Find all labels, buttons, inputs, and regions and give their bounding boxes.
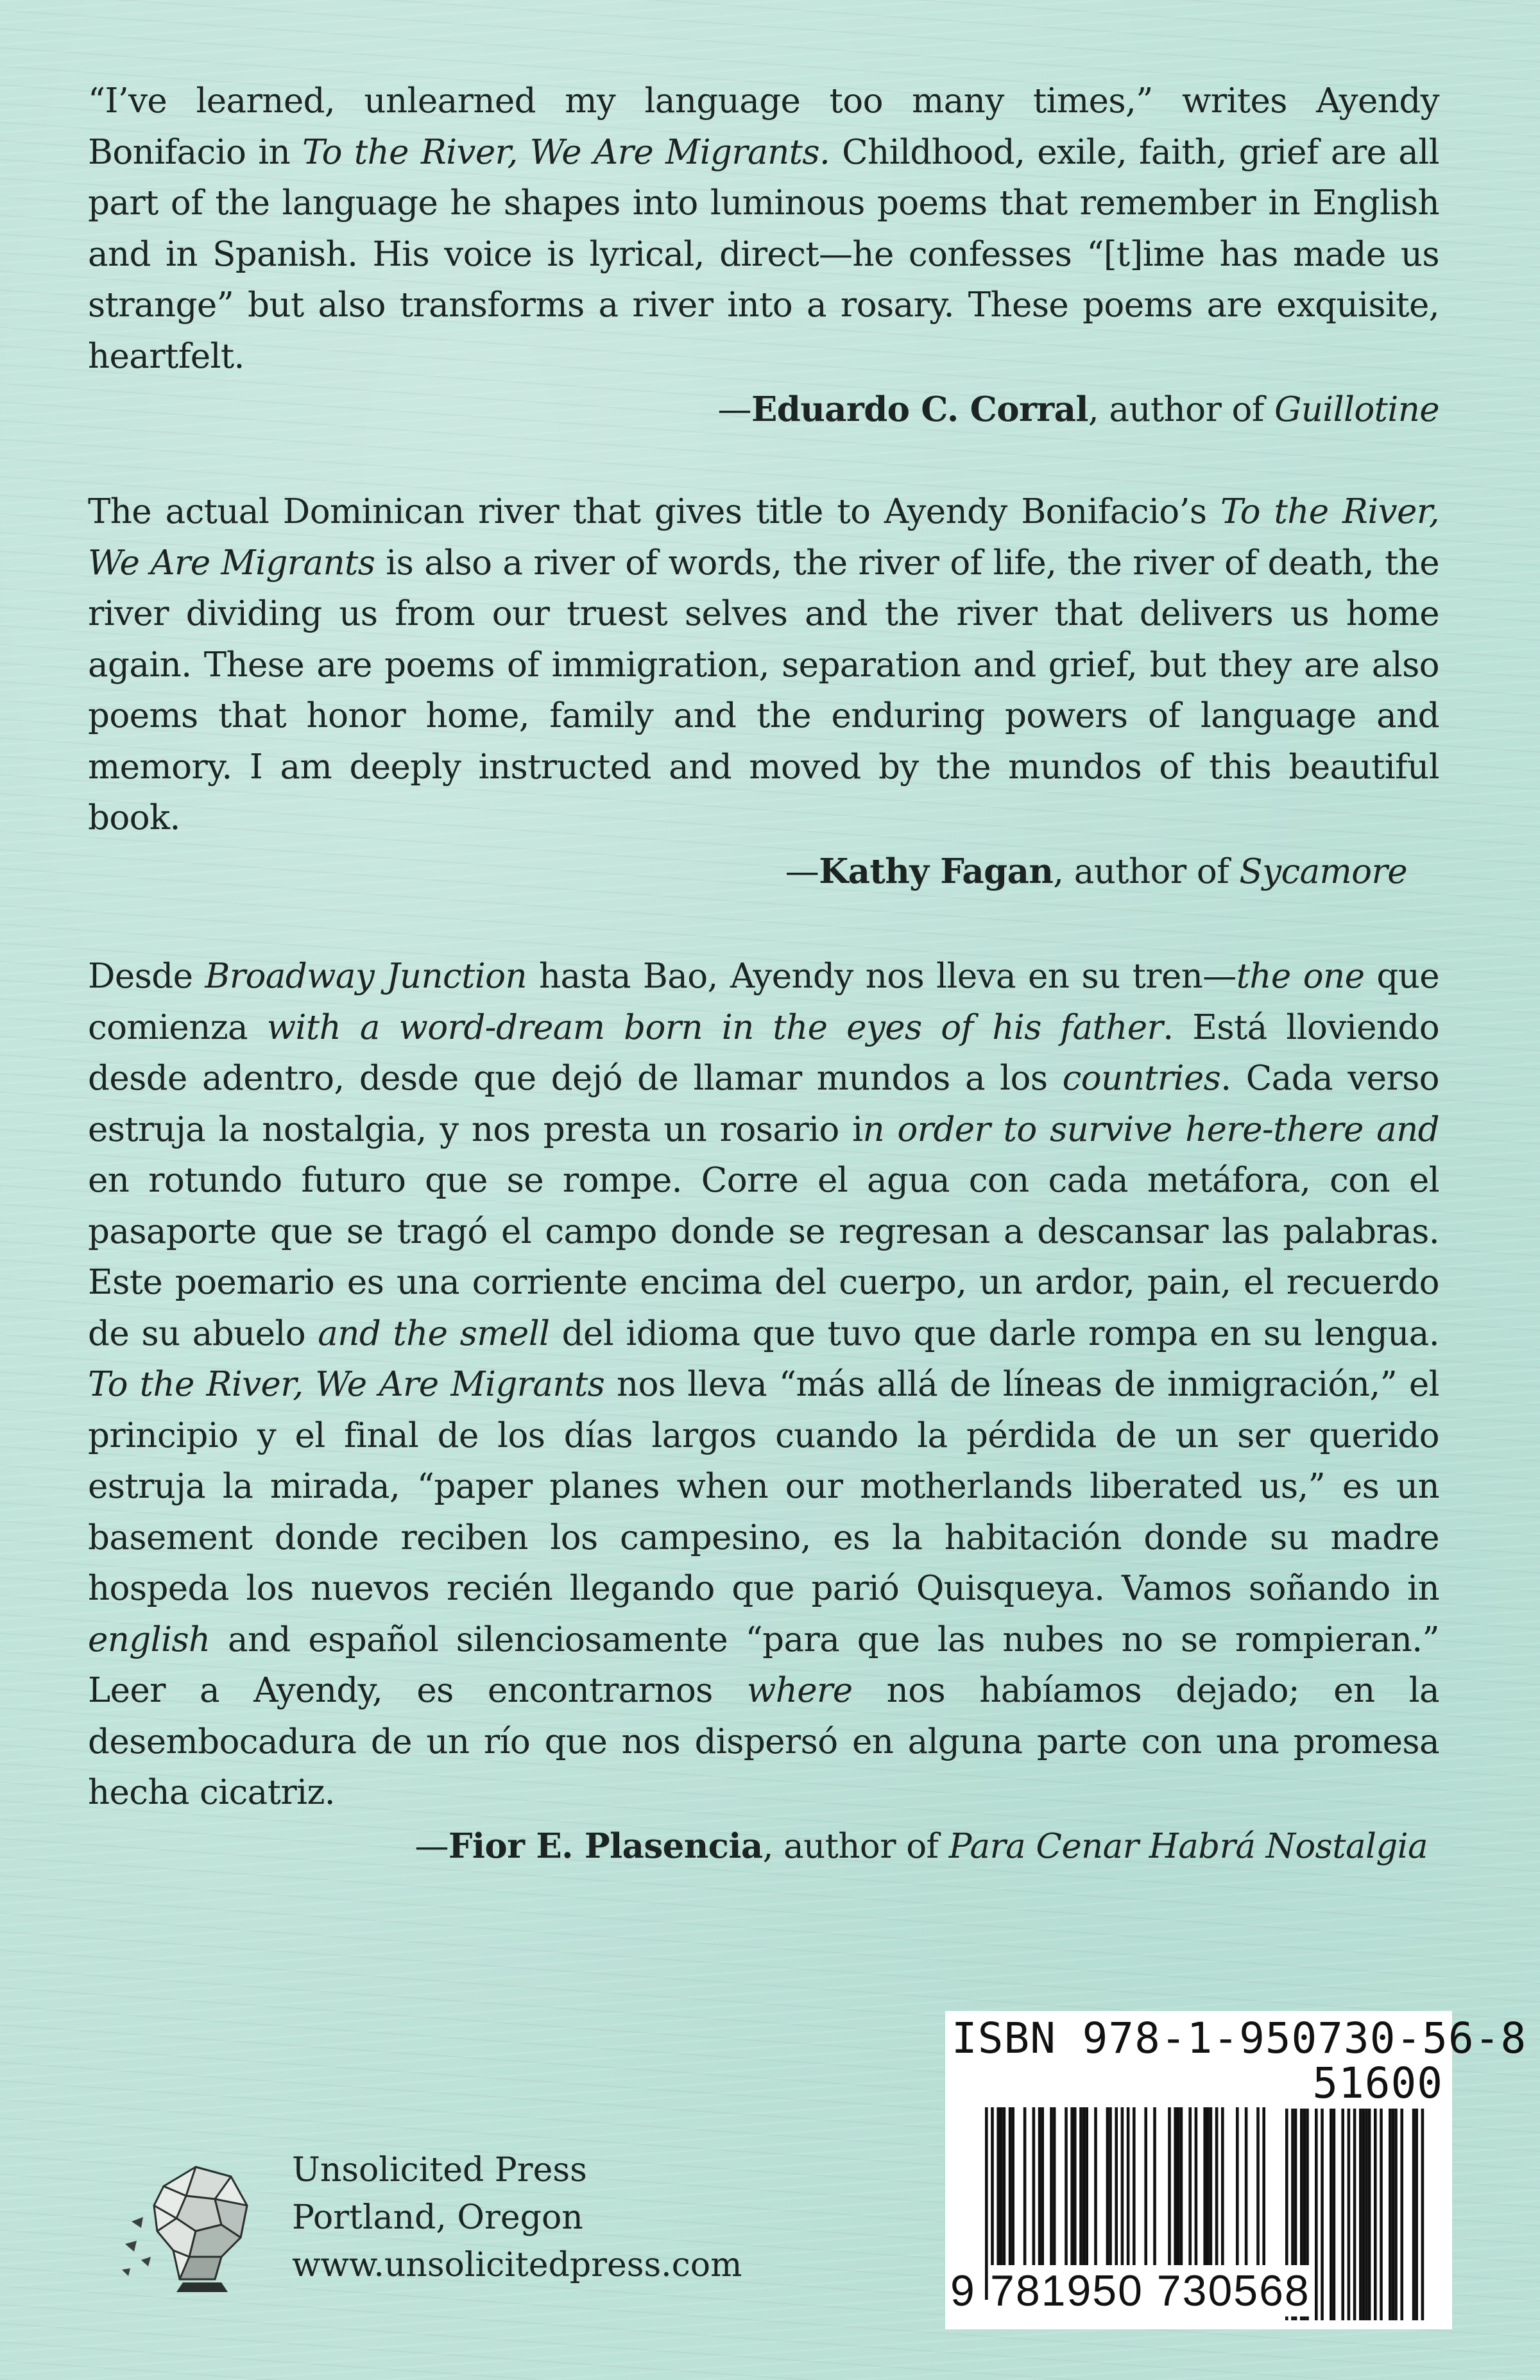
barcode-bar — [1133, 2107, 1136, 2275]
barcode-guard-bar — [985, 2107, 988, 2300]
barcode-bar — [1082, 2107, 1086, 2275]
ean-first-digit: 9 — [950, 2266, 975, 2315]
barcode-bar — [1206, 2107, 1210, 2275]
blurb-book-title: Guillotine — [1274, 390, 1439, 429]
barcode-bar — [1011, 2107, 1014, 2275]
attribution-dash: — — [415, 1826, 449, 1866]
ean-digits: 781950 730568 — [990, 2266, 1310, 2315]
addon-bar — [1374, 2109, 1377, 2320]
barcode-bar — [1245, 2107, 1248, 2275]
addon-bar — [1353, 2109, 1356, 2320]
barcode-bar — [1153, 2107, 1156, 2275]
barcode-bar — [1053, 2107, 1056, 2275]
blurb-kathy-fagan — [88, 486, 1439, 897]
addon-bar — [1394, 2109, 1398, 2320]
addon-bar — [1389, 2109, 1392, 2320]
blurb-author: Eduardo C. Corral — [751, 390, 1088, 429]
addon-bar — [1341, 2109, 1344, 2320]
publisher-name: Unsolicited Press — [292, 2151, 587, 2189]
addon-bar — [1380, 2109, 1383, 2320]
barcode-bar — [1115, 2107, 1118, 2275]
barcode-bar — [1070, 2107, 1074, 2275]
isbn-barcode — [945, 2011, 1527, 2329]
blurb-author: Kathy Fagan — [819, 851, 1054, 891]
attribution-dash: — — [717, 390, 751, 429]
addon-bar — [1333, 2109, 1336, 2320]
blurb-attribution — [88, 1821, 1439, 1872]
blurb-author: Fior E. Plasencia — [448, 1826, 763, 1866]
barcode-bar — [1188, 2107, 1192, 2275]
publisher-info — [292, 2146, 742, 2289]
barcode-bar — [1000, 2107, 1003, 2275]
blurb-text: Desde Broadway Junction hasta Bao, Ayendy nos lleva en su tren—the one que comienza with a word-dream born in the eyes of his father. Está lloviendo desde adentro, desde que dejó de llamar mundos a los countries. Cada verso estruja la nostalgia, y nos presta un rosario in order to survive here-there and en rotundo futuro que se rompe. Corre el agua con cada metáfora, con el pasaporte que se tragó el campo donde se regresan a descansar las palabras. Este poemario es una corriente encima del cuerpo, un ardor, pain, el recuerdo de su abuelo and the smell del idioma que tuvo que darle rompa en su lengua. To the River, We Are Migrants nos lleva “más allá de líneas de inmigración,” el principio y el final de los días largos cuando la pérdida de un ser querido estruja la mirada, “paper planes when our motherlands liberated us,” es un basement donde reciben los campesino, es la habitación donde su madre hospeda los nuevos recién llegando que parió Quisqueya. Vamos soñando in english and español silenciosamente “para que las nubes no se rompieran.” Leer a Ayendy, es encontrarnos where nos habíamos dejado; en la desembocadura de un río que nos dispersó en alguna parte con una promesa hecha cicatriz. — [88, 957, 1440, 1812]
barcode-bar — [1094, 2107, 1097, 2275]
barcode-bar — [1168, 2107, 1171, 2275]
blurb-text: The actual Dominican river that gives title to Ayendy Bonifacio’s To the River, We Are Migrants is also a river of words, the river of life, the river of death, the river dividing us from our truest selves and the river that delivers us home again. These are poems of immigration, separation and grief, but they are also poems that honor home, family and the enduring powers of language and memory. I am deeply instructed and moved by the mundos of this beautiful book. — [88, 492, 1439, 837]
addon-bar — [1415, 2109, 1418, 2320]
addon-bar — [1362, 2109, 1365, 2320]
blurb-book-title: Para Cenar Habrá Nostalgia — [948, 1826, 1428, 1866]
barcode-bar — [1221, 2107, 1224, 2275]
blurb-attribution — [88, 846, 1439, 898]
publisher-website[interactable]: www.unsolicitedpress.com — [292, 2246, 742, 2284]
addon-bar — [1365, 2109, 1368, 2320]
blurb-eduardo-corral — [88, 76, 1439, 436]
barcode-bar — [1203, 2107, 1206, 2275]
barcode-bar — [1038, 2107, 1041, 2275]
addon-bar — [1321, 2109, 1324, 2320]
barcode-bar — [1003, 2107, 1006, 2275]
barcode-bar — [1106, 2107, 1109, 2275]
barcode-bar — [1085, 2107, 1088, 2275]
barcode-bar — [1109, 2107, 1112, 2275]
barcode-bar — [1023, 2107, 1027, 2275]
barcode-bar — [1215, 2107, 1219, 2275]
attribution-author-of: , author of — [1088, 390, 1275, 429]
barcode-bar — [1236, 2107, 1239, 2275]
addon-bar — [1400, 2109, 1403, 2320]
barcode-bar — [1174, 2107, 1177, 2275]
isbn-label: ISBN 978-1-950730-56-8 — [952, 2014, 1527, 2063]
barcode-bar — [1074, 2107, 1077, 2275]
addon-bar — [1368, 2109, 1371, 2320]
addon-bar — [1330, 2109, 1333, 2320]
barcode-bar — [1195, 2107, 1198, 2275]
barcode-bar — [1144, 2107, 1147, 2275]
blurb-book-title: Sycamore — [1239, 852, 1407, 891]
attribution-author-of: , author of — [762, 1826, 949, 1866]
barcode-bar — [1065, 2107, 1068, 2275]
blurb-text: “I’ve learned, unlearned my language too many times,” writes Ayendy Bonifacio in To the River, We Are Migrants. Childhood, exile, faith, grief are all part of the language he shapes into luminous poems that remember in English and in Spanish. His voice is lyrical, direct—he confesses “[t]ime has made us strange” but also transforms a river into a rosary. These poems are exquisite, heartfelt. — [88, 81, 1440, 376]
barcode-bar — [1041, 2107, 1044, 2275]
stone-head-logo-icon — [119, 2161, 279, 2295]
addon-bar — [1412, 2109, 1416, 2320]
blurb-fior-plasencia — [88, 951, 1439, 1872]
addon-bar — [1348, 2109, 1351, 2320]
price-code-label: 51600 — [1312, 2059, 1443, 2108]
barcode-bar — [1180, 2107, 1183, 2275]
addon-bar — [1421, 2109, 1425, 2320]
addon-bar — [1315, 2109, 1318, 2320]
barcode-bar — [1009, 2107, 1012, 2275]
barcode-bar — [997, 2107, 1000, 2275]
barcode-bar — [1050, 2107, 1053, 2275]
publisher-location: Portland, Oregon — [292, 2198, 583, 2237]
barcode-bar — [1210, 2107, 1213, 2275]
barcode-bar — [1079, 2107, 1082, 2275]
addon-bar — [1392, 2109, 1395, 2320]
barcode-bar — [1032, 2107, 1036, 2275]
barcode-bar — [1177, 2107, 1180, 2275]
attribution-author-of: , author of — [1053, 852, 1240, 891]
blurb-attribution — [88, 384, 1439, 436]
addon-bar — [1359, 2109, 1362, 2320]
attribution-dash: — — [785, 852, 819, 891]
publisher-block — [119, 2146, 760, 2313]
